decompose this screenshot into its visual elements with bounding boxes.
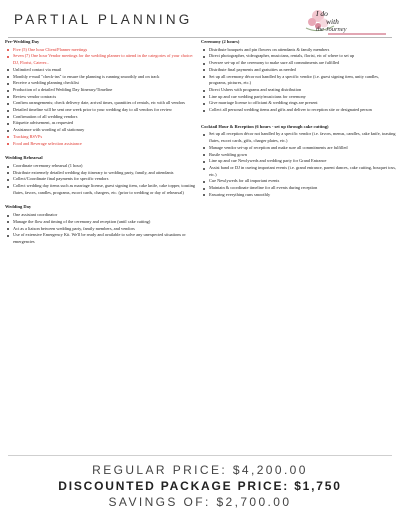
list-item: Food and Beverage selection assistance xyxy=(5,141,198,148)
discounted-price: DISCOUNTED PACKAGE PRICE: $1,750 xyxy=(58,479,342,493)
left-column xyxy=(5,39,198,252)
right-column xyxy=(201,39,396,204)
list-item: Unlimited contact via email xyxy=(5,67,198,74)
section-heading: Wedding Rehearsal xyxy=(5,155,43,161)
list-item: Direct photographer, videographer, musicians, rentals, florist, etc of where to set up xyxy=(201,53,396,60)
regular-price: REGULAR PRICE: $4,200.00 xyxy=(92,463,308,477)
list-item: Use of extensive Emergency Kit. We'll be ready and available to solve any unexpected situations or emergencies xyxy=(5,232,198,245)
cocktail-reception-list xyxy=(201,131,396,198)
list-item: Distribute extremely detailed wedding day itinerary to wedding party, family, and attendants xyxy=(5,170,198,177)
list-item: Set up all reception décor not handled by a specific vendor (i.e. favors, menus, candles, cake knife, toasting flutes, escort cards, gifts, charger plates, etc.) xyxy=(201,131,396,144)
section-heading: Wedding Day xyxy=(5,204,32,210)
ceremony-list xyxy=(201,47,396,114)
cocktail-reception-section xyxy=(201,124,396,199)
list-item: Receive a wedding planning checklist xyxy=(5,80,198,87)
list-item: Confirmation of all wedding vendors xyxy=(5,114,198,121)
pre-wedding-list xyxy=(5,47,198,148)
list-item: Tracking RSVPs xyxy=(5,134,198,141)
wedding-day-section xyxy=(5,204,198,245)
list-item: Etiquette advisement, as requested xyxy=(5,120,198,127)
list-item: Confirm arrangements; check delivery date, arrival times, quantities of rentals, etc with all vendors xyxy=(5,100,198,107)
list-item: Line up and cue wedding party/musicians for ceremony xyxy=(201,94,396,101)
list-item: Collect/Coordinate final payments for specific vendors xyxy=(5,176,198,183)
pricing-block xyxy=(0,462,400,510)
page-title: PARTIAL PLANNING xyxy=(14,12,193,27)
section-heading: Pre-Wedding Day xyxy=(5,39,40,44)
list-item: Line up and cue Newlyweds and wedding party for Grand Entrance xyxy=(201,158,396,165)
list-item: Cue Newlyweds for all important events xyxy=(201,178,396,185)
list-item: Direct Ushers with programs and seating distribution xyxy=(201,87,396,94)
logo-text: I do with the Journey xyxy=(316,9,347,33)
section-heading: Cocktail Hour & Reception (6 hours - set up through cake cutting) xyxy=(201,123,329,129)
list-item: Production of a detailed Wedding Day Itinerary/Timeline xyxy=(5,87,198,94)
list-item: Seven (7) One hour Vendor meetings for the wedding planner to attend in the categories of your choice: DJ, Florist, Caterer... xyxy=(5,53,198,66)
list-item: Set up all ceremony décor not handled by a specific vendor (i.e. guest signing item, unity candles, programs, pictures, etc.) xyxy=(201,74,396,87)
pre-wedding-section xyxy=(5,39,198,147)
logo xyxy=(298,4,390,38)
header-divider xyxy=(8,37,392,38)
list-item: Coordinate ceremony rehearsal (1 hour) xyxy=(5,163,198,170)
footer-divider xyxy=(8,455,392,456)
ceremony-section xyxy=(201,39,396,114)
savings: SAVINGS OF: $2,700.00 xyxy=(108,495,292,509)
list-item: Five (5) One hour Client/Planner meetings xyxy=(5,47,198,54)
list-item: Maintain & coordinate timeline for all events during reception xyxy=(201,185,396,192)
rehearsal-list xyxy=(5,163,198,197)
list-item: Give marriage license to officiant & wedding rings are present xyxy=(201,100,396,107)
list-item: One assistant coordinator xyxy=(5,212,198,219)
list-item: Collect wedding day items such as marriage license, guest signing item, cake knife, cake topper, toasting flutes, favors, candles, programs, escort cards, chargers, etc. (prior to wedding or day of rehearsal) xyxy=(5,183,198,196)
list-item: Oversee set-up of the ceremony to make sure all commitments are fulfilled xyxy=(201,60,396,67)
section-heading: Ceremony (2 hours) xyxy=(201,39,240,44)
list-item: Ensuring everything runs smoothly xyxy=(201,192,396,199)
list-item: Distribute bouquets and pin flowers on attendants & family members xyxy=(201,47,396,54)
list-item: Manage the flow and timing of the ceremony and reception (until cake cutting) xyxy=(5,219,198,226)
list-item: Assistance with wording of all stationary xyxy=(5,127,198,134)
rehearsal-section xyxy=(5,155,198,196)
list-item: Manage vendor set-up of reception and make sure all commitments are fulfilled xyxy=(201,145,396,152)
list-item: Bustle wedding gown xyxy=(201,152,396,159)
list-item: Review vendor contracts xyxy=(5,94,198,101)
list-item: Distribute final payments and gratuities as needed xyxy=(201,67,396,74)
list-item: Assist band or DJ in cueing important events (i.e. grand entrance, parent dances, cake cutting, bouquet toss, etc.) xyxy=(201,165,396,178)
list-item: Act as a liaison between wedding party, family members, and vendors xyxy=(5,226,198,233)
wedding-day-list xyxy=(5,212,198,246)
list-item: Detailed timeline will be sent one week prior to your wedding day to all vendors for review xyxy=(5,107,198,114)
list-item: Monthly e-mail "check-ins" to ensure the planning is running smoothly and on track xyxy=(5,74,198,81)
list-item: Collect all personal wedding items and gifts and deliver to reception site or designated person xyxy=(201,107,396,114)
